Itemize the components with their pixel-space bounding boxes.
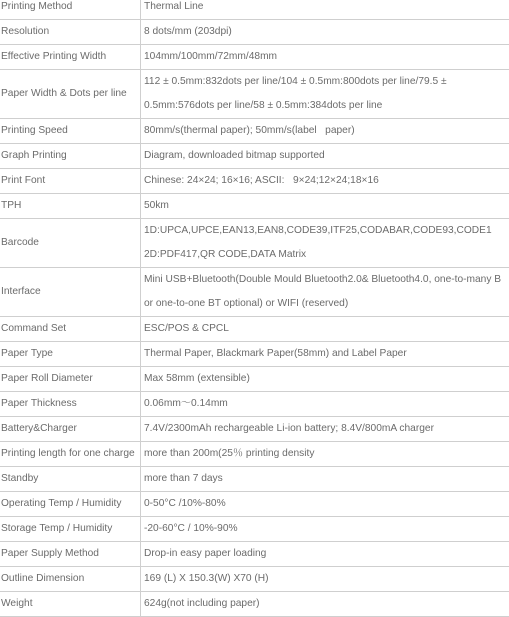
- spec-value: [141, 119, 509, 144]
- spec-label: Paper Type: [0, 342, 141, 367]
- spec-value: [141, 467, 509, 492]
- spec-label: TPH: [0, 194, 141, 219]
- spec-value-line: Thermal Line: [144, 0, 509, 19]
- spec-value: [141, 0, 509, 20]
- spec-label: Printing length for one charge: [0, 442, 141, 467]
- spec-value: [141, 492, 509, 517]
- spec-value-line: Max 58mm (extensible): [144, 367, 509, 391]
- table-row: [0, 367, 509, 392]
- spec-value-line: 1D:UPCA,UPCE,EAN13,EAN8,CODE39,ITF25,CODABAR,CODE93,CODE1: [144, 219, 509, 243]
- spec-value-line: Chinese: 24×24; 16×16; ASCII: 9×24;12×24;18×16: [144, 169, 509, 193]
- spec-label: Printing Speed: [0, 119, 141, 144]
- spec-label: Command Set: [0, 317, 141, 342]
- spec-value: [141, 70, 509, 119]
- spec-value: [141, 392, 509, 417]
- spec-value-line: 0.06mm～0.14mm: [144, 392, 509, 416]
- spec-value-line: more than 7 days: [144, 467, 509, 491]
- spec-value-line: 50km: [144, 194, 509, 218]
- spec-value: [141, 442, 509, 467]
- spec-value: [141, 317, 509, 342]
- spec-value-line: 8 dots/mm (203dpi): [144, 20, 509, 44]
- table-row: [0, 517, 509, 542]
- spec-label: Standby: [0, 467, 141, 492]
- table-row: [0, 20, 509, 45]
- spec-value-line: 80mm/s(thermal paper); 50mm/s(label paper): [144, 119, 509, 143]
- spec-value: [141, 567, 509, 592]
- spec-label: Printing Method: [0, 0, 141, 20]
- spec-value-line: 2D:PDF417,QR CODE,DATA Matrix: [144, 243, 509, 267]
- table-row: [0, 169, 509, 194]
- spec-value-line: 169 (L) X 150.3(W) X70 (H): [144, 567, 509, 591]
- spec-label: Barcode: [0, 219, 141, 268]
- spec-value-line: Diagram, downloaded bitmap supported: [144, 144, 509, 168]
- table-row: [0, 567, 509, 592]
- table-row: [0, 45, 509, 70]
- table-row: [0, 392, 509, 417]
- spec-label: Paper Thickness: [0, 392, 141, 417]
- spec-label: Weight: [0, 592, 141, 617]
- table-row: [0, 317, 509, 342]
- spec-value: [141, 367, 509, 392]
- table-row: [0, 467, 509, 492]
- spec-label: Effective Printing Width: [0, 45, 141, 70]
- spec-value-line: ESC/POS & CPCL: [144, 317, 509, 341]
- spec-label: Storage Temp / Humidity: [0, 517, 141, 542]
- spec-value-line: 104mm/100mm/72mm/48mm: [144, 45, 509, 69]
- spec-value-line: Thermal Paper, Blackmark Paper(58mm) and Label Paper: [144, 342, 509, 366]
- table-row: [0, 342, 509, 367]
- spec-value-line: Mini USB+Bluetooth(Double Mould Bluetooth2.0& Bluetooth4.0, one-to-many B: [144, 268, 509, 292]
- spec-value: [141, 194, 509, 219]
- table-row: [0, 417, 509, 442]
- spec-value: [141, 592, 509, 617]
- spec-value-line: 624g(not including paper): [144, 592, 509, 616]
- spec-label: Graph Printing: [0, 144, 141, 169]
- spec-value-line: 0-50°C /10%-80%: [144, 492, 509, 516]
- table-row: [0, 219, 509, 268]
- spec-label: Outline Dimension: [0, 567, 141, 592]
- spec-label: Operating Temp / Humidity: [0, 492, 141, 517]
- table-row: [0, 592, 509, 617]
- spec-label: Interface: [0, 268, 141, 317]
- spec-label: Resolution: [0, 20, 141, 45]
- spec-label: Paper Supply Method: [0, 542, 141, 567]
- spec-value: [141, 45, 509, 70]
- spec-value-line: 7.4V/2300mAh rechargeable Li-ion battery; 8.4V/800mA charger: [144, 417, 509, 441]
- spec-value-line: 112 ± 0.5mm:832dots per line/104 ± 0.5mm:800dots per line/79.5 ±: [144, 70, 509, 94]
- table-row: [0, 542, 509, 567]
- spec-label: Battery&Charger: [0, 417, 141, 442]
- spec-value: [141, 219, 509, 268]
- table-row: [0, 492, 509, 517]
- spec-value: [141, 20, 509, 45]
- spec-value: [141, 144, 509, 169]
- table-row: [0, 70, 509, 119]
- spec-value: [141, 542, 509, 567]
- table-row: [0, 194, 509, 219]
- spec-value: [141, 417, 509, 442]
- spec-label: Paper Roll Diameter: [0, 367, 141, 392]
- spec-value-line: 0.5mm:576dots per line/58 ± 0.5mm:384dots per line: [144, 94, 509, 118]
- spec-label: Print Font: [0, 169, 141, 194]
- spec-value-line: Drop-in easy paper loading: [144, 542, 509, 566]
- spec-value: [141, 342, 509, 367]
- spec-value-line: -20-60°C / 10%-90%: [144, 517, 509, 541]
- spec-value: [141, 169, 509, 194]
- spec-label: Paper Width & Dots per line: [0, 70, 141, 119]
- table-row: [0, 268, 509, 317]
- spec-value: [141, 517, 509, 542]
- spec-value: [141, 268, 509, 317]
- table-row: [0, 144, 509, 169]
- table-row: [0, 119, 509, 144]
- table-row: [0, 442, 509, 467]
- spec-value-line: or one-to-one BT optional) or WIFI (reserved): [144, 292, 509, 316]
- spec-value-line: more than 200m(25％ printing density: [144, 442, 509, 466]
- table-row: [0, 0, 509, 20]
